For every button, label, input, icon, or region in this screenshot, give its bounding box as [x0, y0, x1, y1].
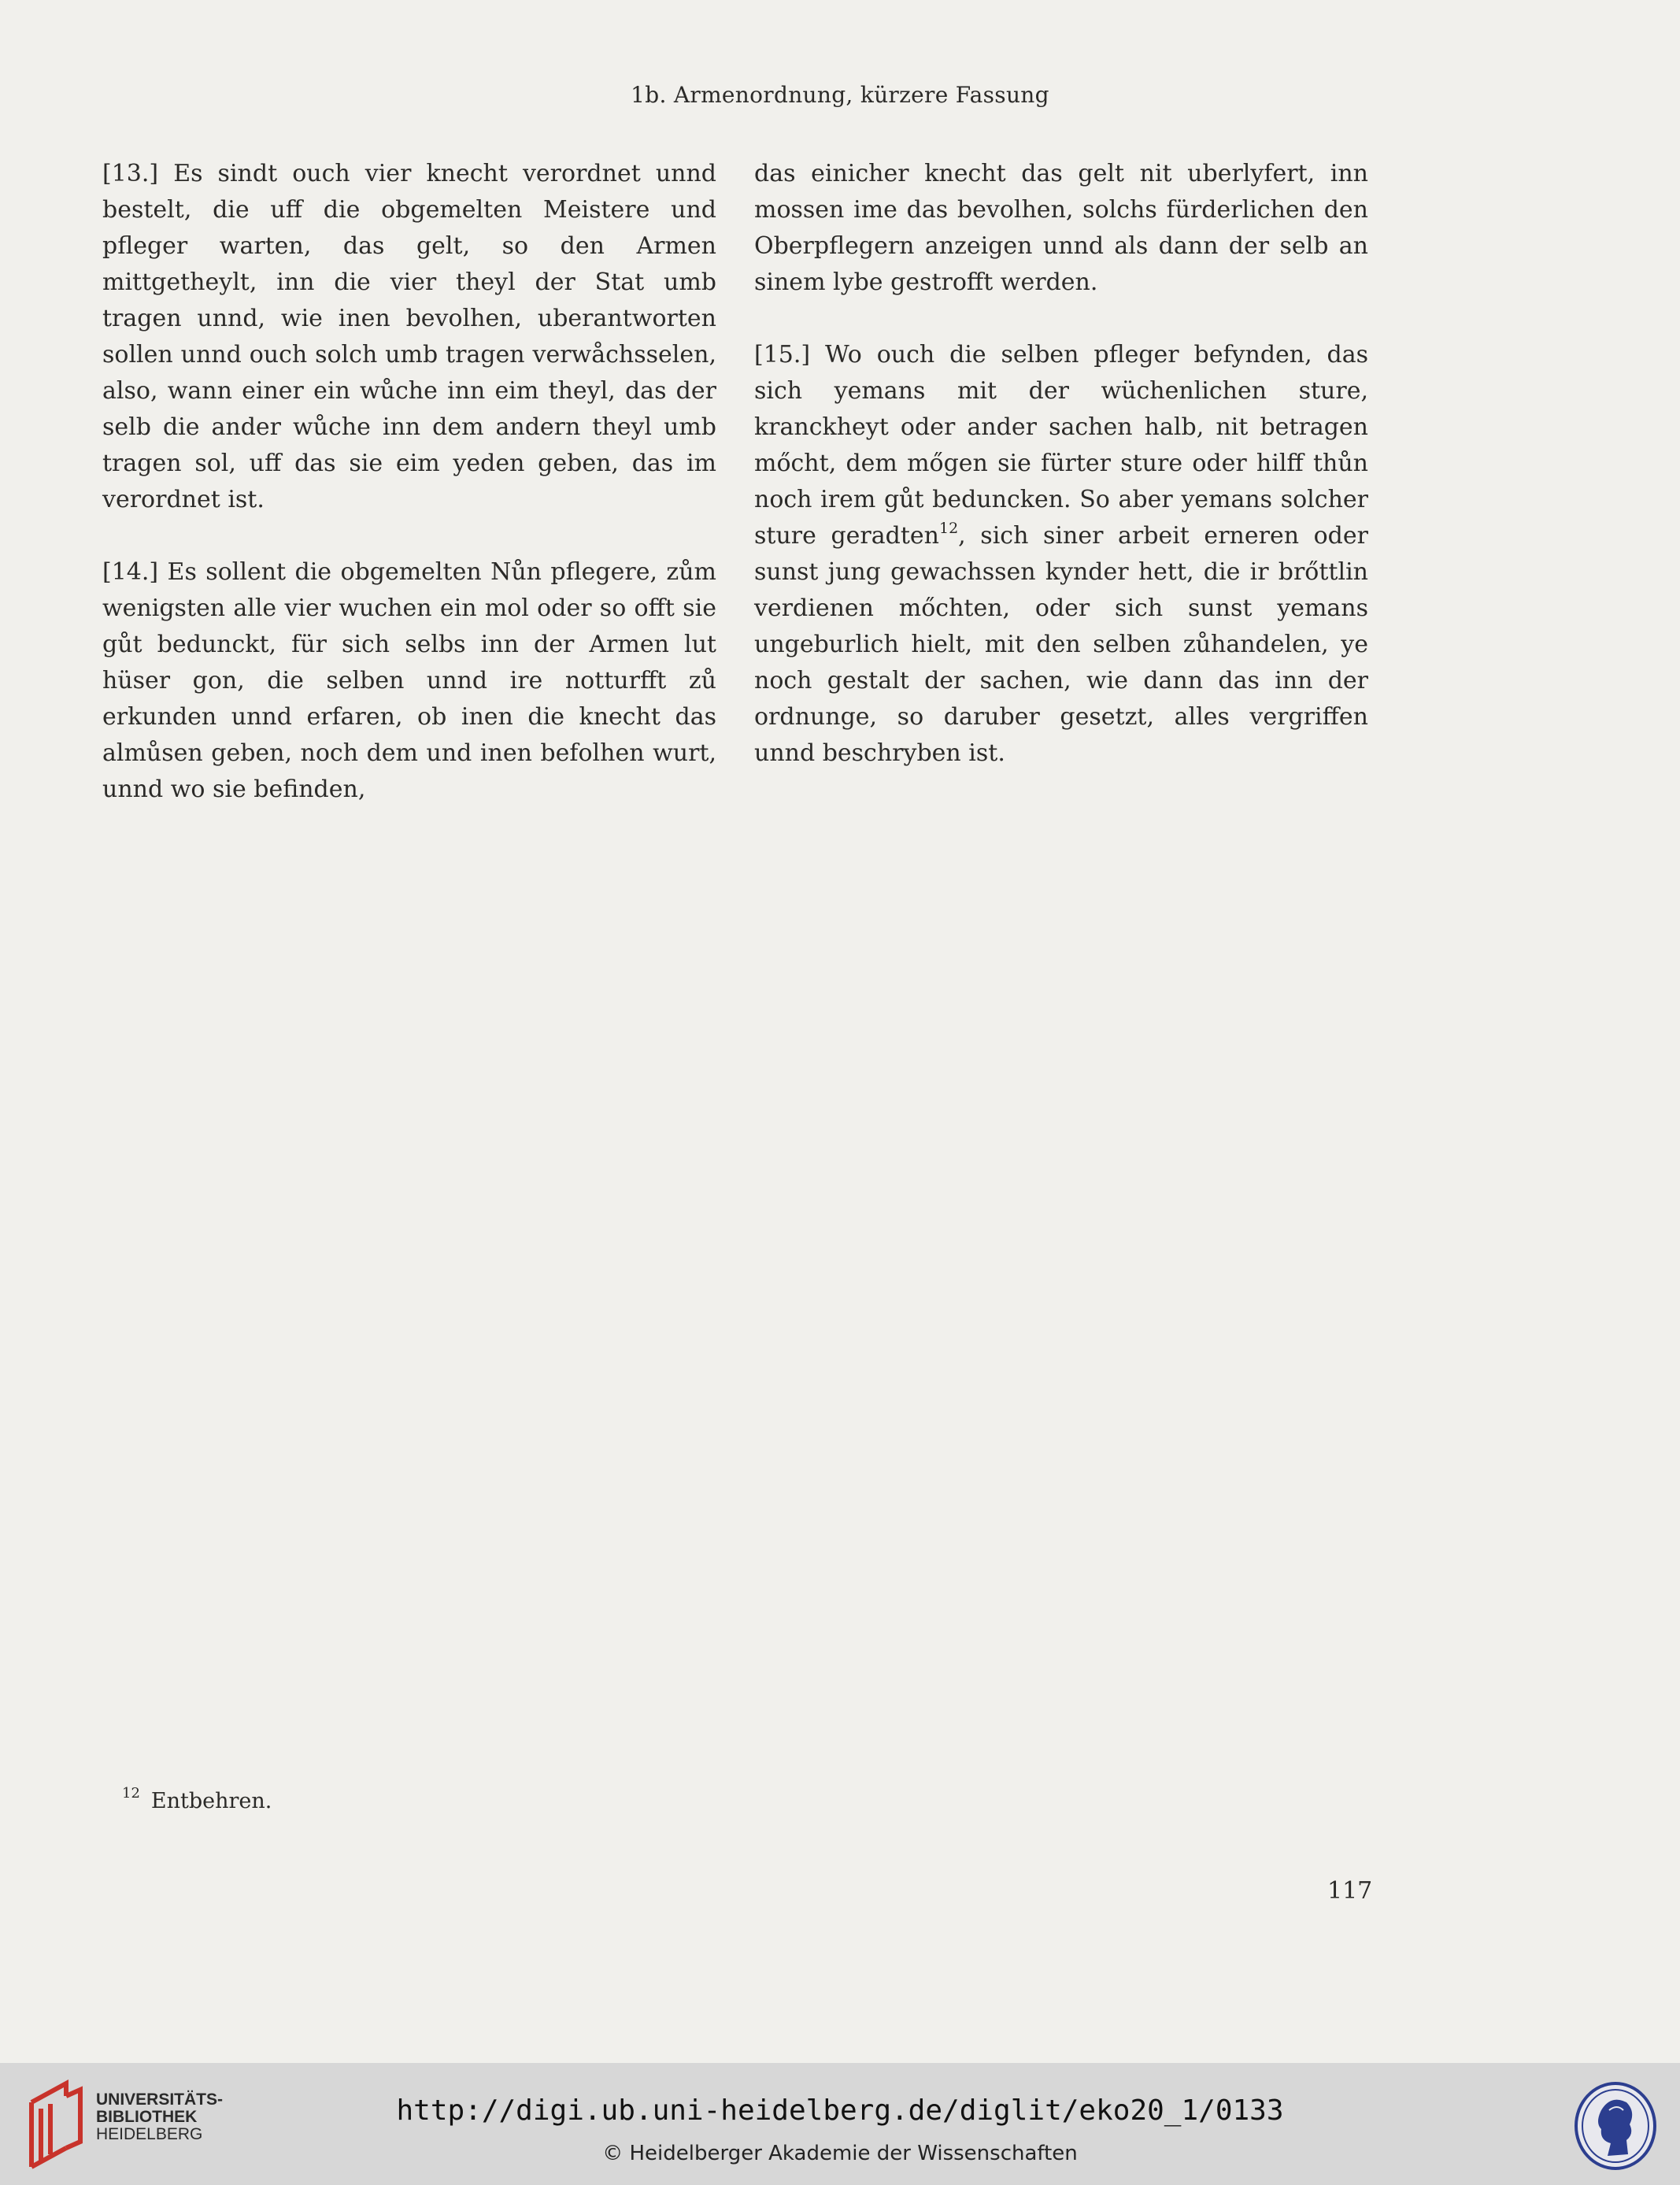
library-name-line3: HEIDELBERG [96, 2125, 203, 2143]
footnote-reference: 12 [938, 520, 959, 537]
library-name-line1: UNIVERSITÄTS- [96, 2091, 224, 2109]
paragraph-15 [754, 337, 1368, 772]
copyright-notice: © Heidelberger Akademie der Wissenschaften [602, 2142, 1078, 2165]
paragraph-14-continued: das einicher knecht das gelt nit uberlyfert, inn mossen ime das bevolhen, solchs fürderlichen den Oberpflegern anzeigen unnd als dann der selb an sinem lybe gestrofft werden. [754, 160, 1368, 296]
library-name-line2: BIBLIOTHEK [96, 2108, 198, 2126]
paragraph-15-text-a: [15.] Wo ouch die selben pfleger befynden, das sich yemans mit der wüchenlichen sture, kranckheyt oder ander sachen halb, nit betragen mőcht, dem mőgen sie fürter sture oder hilff thůn noch irem gůt beduncken. So aber yemans solcher sture geradten [754, 341, 1368, 550]
permalink-url[interactable]: http://digi.ub.uni-heidelberg.de/diglit/eko20_1/0133 [396, 2094, 1284, 2127]
footnote [122, 1785, 272, 1813]
left-column [102, 156, 716, 808]
running-head: 1b. Armenordnung, kürzere Fassung [631, 82, 1049, 108]
page-number: 117 [1327, 1877, 1373, 1905]
academy-seal-icon [1571, 2079, 1660, 2173]
paragraph-13: [13.] Es sindt ouch vier knecht verordnet unnd bestelt, die uff die obgemelten Meistere und pfleger warten, das gelt, so den Armen mittgetheylt, inn die vier theyl der Stat umb tragen unnd, wie inen bevolhen, uberantworten sollen unnd ouch solch umb tragen verwåchsselen, also, wann einer ein wůche inn eim theyl, das der selb die ander wůche inn dem andern theyl umb tragen sol, uff das sie eim yeden geben, das im verordnet ist. [102, 160, 716, 513]
paragraph-14: [14.] Es sollent die obgemelten Nůn pflegere, zům wenigsten alle vier wuchen ein mol oder so offt sie gůt bedunckt, für sich selbs inn der Armen lut hüser gon, die selben unnd ire notturfft zů erkunden unnd erfaren, ob inen die knecht das almůsen geben, noch dem und inen befolhen wurt, unnd wo sie befinden, [102, 558, 716, 803]
right-column [754, 156, 1368, 772]
footnote-number: 12 [122, 1785, 140, 1802]
digitization-footer [0, 2063, 1680, 2185]
paragraph-15-text-b: , sich siner arbeit erneren oder sunst jung gewachssen kynder hett, die ir brőttlin verdienen mőchten, oder sich sunst yemans ungeburlich hielt, mit den selben zůhandelen, ye noch gestalt der sachen, wie dann das inn der ordnunge, so daruber gesetzt, alles vergriffen unnd beschryben ist. [754, 522, 1368, 767]
footnote-text: Entbehren. [150, 1789, 272, 1813]
